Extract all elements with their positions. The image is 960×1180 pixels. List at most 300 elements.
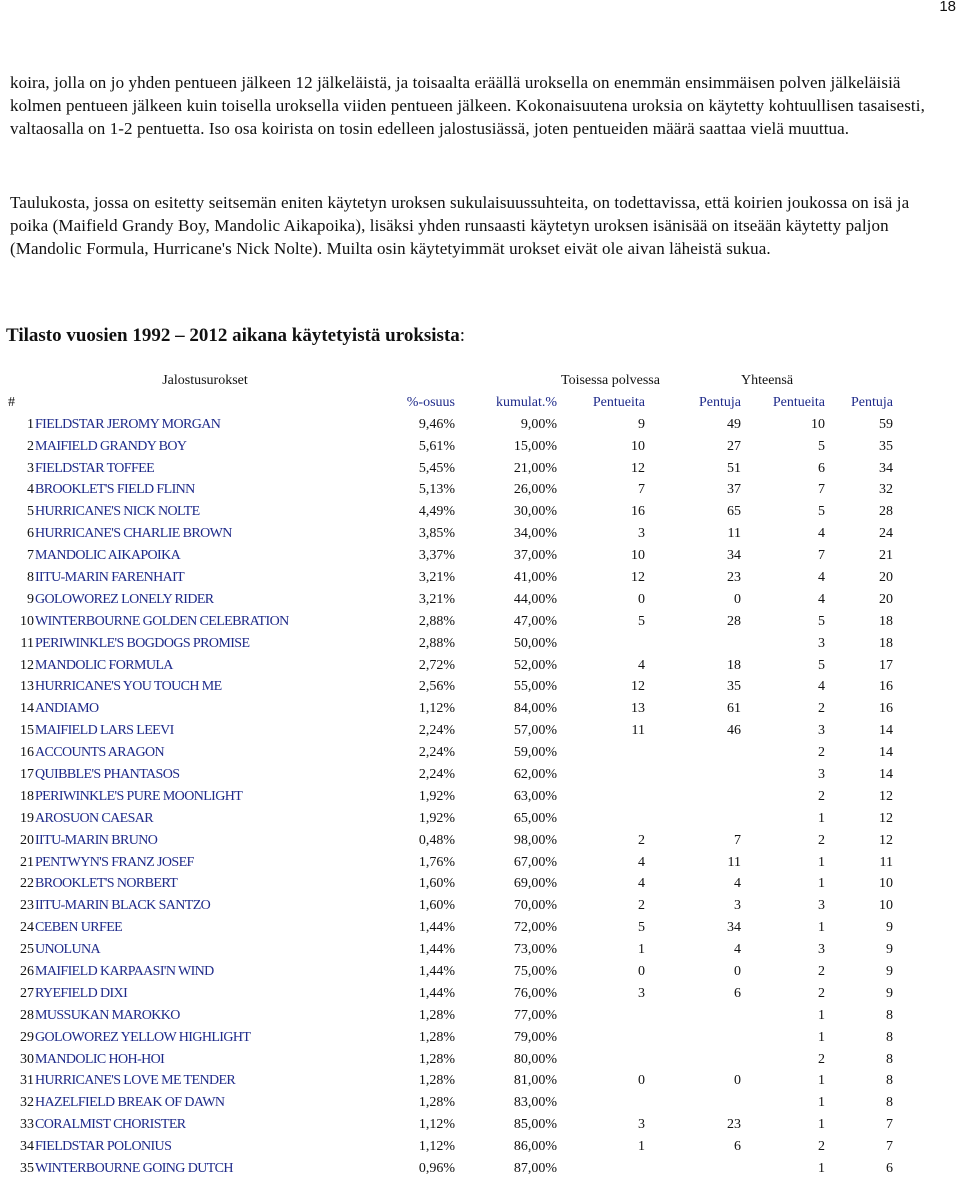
table-row xyxy=(8,1158,893,1180)
row-cumulative: 79,00% xyxy=(513,1029,557,1045)
row-pups-2nd: 4 xyxy=(734,942,741,958)
row-share: 0,96% xyxy=(418,1161,455,1176)
table-row xyxy=(8,939,893,961)
row-no: 17 xyxy=(20,766,34,782)
row-litters-2nd: 12 xyxy=(631,679,645,695)
table-row xyxy=(8,633,893,655)
table-row xyxy=(8,742,893,764)
row-name: IITU-MARIN BRUNO xyxy=(35,832,158,848)
row-litters-2nd xyxy=(557,633,645,655)
table-row xyxy=(8,852,893,874)
table-row xyxy=(8,961,893,983)
row-litters-total: 1 xyxy=(818,876,825,892)
row-no: 23 xyxy=(20,898,34,914)
row-pups-total: 17 xyxy=(879,657,893,673)
table-heading xyxy=(6,325,465,347)
row-litters-total: 2 xyxy=(818,1051,825,1067)
row-pups-total: 8 xyxy=(886,1007,893,1023)
table-row xyxy=(8,501,893,523)
row-pups-2nd: 4 xyxy=(734,876,741,892)
row-litters-2nd: 3 xyxy=(638,985,645,1001)
row-pups-total: 9 xyxy=(886,942,893,958)
row-pups-total: 12 xyxy=(879,832,893,848)
group-header-total: Yhteensä xyxy=(741,372,794,388)
row-no: 34 xyxy=(20,1139,34,1155)
row-litters-total: 5 xyxy=(818,504,825,520)
row-share: 1,28% xyxy=(418,1095,455,1111)
row-pups-2nd: 35 xyxy=(727,679,741,695)
row-litters-2nd: 0 xyxy=(638,963,645,979)
row-no: 33 xyxy=(20,1117,34,1133)
table-row xyxy=(8,479,893,501)
row-pups-total: 8 xyxy=(886,1051,893,1067)
table-row xyxy=(8,523,893,545)
row-litters-total: 1 xyxy=(818,854,825,870)
row-litters-total: 7 xyxy=(818,548,825,564)
row-share: 1,76% xyxy=(418,854,455,870)
paragraph-2: Taulukosta, jossa on esitetty seitsemän eniten käytetyn uroksen sukulaisuussuhteita, on todettavissa, että koirien joukossa on isä ja poika (Maifield Grandy Boy, Mandolic Aikapoika), lisäksi yhden runsaasti käytetyn uroksen isänisää on itseään käytetty paljon (Mandolic Formula, Hurricane's Nick Nolte). Muilta osin käytetyimmät urokset eivät ole aivan läheistä sukua. xyxy=(10,193,910,258)
row-litters-total: 7 xyxy=(818,482,825,498)
row-litters-2nd xyxy=(557,1092,645,1114)
row-litters-total: 3 xyxy=(818,723,825,739)
row-name: PERIWINKLE'S PURE MOONLIGHT xyxy=(35,788,243,804)
row-no: 12 xyxy=(20,657,34,673)
row-name: ACCOUNTS ARAGON xyxy=(35,745,165,761)
row-litters-total: 4 xyxy=(818,526,825,542)
row-cumulative: 77,00% xyxy=(513,1007,557,1023)
row-pups-total: 12 xyxy=(879,810,893,826)
paragraph-1: koira, jolla on jo yhden pentueen jälkeen 12 jälkeläistä, ja toisaalta eräällä uroksella on enemmän ensimmäisen polven jälkeläisiä kolmen pentueen jälkeen kuin toisella uroksella viiden pentueen jälkeen. Kokonaisuutena uroksia on käytetty kohtuullisen tasaisesti, valtaosalla on 1-2 pentuetta. Iso osa koirista on tosin edelleen jalostusiässä, joten pentueiden määrä saattaa vielä muuttua. xyxy=(10,73,925,138)
row-litters-2nd xyxy=(557,742,645,764)
row-share: 9,46% xyxy=(418,416,455,432)
row-cumulative: 85,00% xyxy=(513,1117,557,1133)
row-cumulative: 26,00% xyxy=(513,482,557,498)
group-header-breeding-males: Jalostusurokset xyxy=(162,372,248,388)
row-name: GOLOWOREZ LONELY RIDER xyxy=(35,591,214,607)
row-name: FIELDSTAR JEROMY MORGAN xyxy=(35,416,221,432)
row-share: 1,60% xyxy=(418,898,455,914)
row-pups-total: 8 xyxy=(886,1095,893,1111)
row-name: MAIFIELD LARS LEEVI xyxy=(35,723,174,739)
row-litters-2nd: 5 xyxy=(638,920,645,936)
row-name: MAIFIELD KARPAASI'N WIND xyxy=(35,963,214,979)
row-pups-2nd: 0 xyxy=(734,1073,741,1089)
row-share: 1,44% xyxy=(418,942,455,958)
row-no: 18 xyxy=(20,788,34,804)
row-litters-total: 2 xyxy=(818,701,825,717)
row-litters-2nd: 5 xyxy=(638,613,645,629)
row-litters-2nd xyxy=(557,1158,645,1180)
row-pups-2nd: 6 xyxy=(734,1139,741,1155)
row-pups-2nd: 11 xyxy=(727,854,741,870)
row-litters-2nd: 4 xyxy=(638,876,645,892)
row-cumulative: 41,00% xyxy=(513,569,557,585)
table-row xyxy=(8,1049,893,1071)
table-body xyxy=(8,414,893,1180)
row-share: 3,37% xyxy=(418,548,455,564)
row-litters-total: 5 xyxy=(818,613,825,629)
column-header-row xyxy=(8,392,893,414)
table-row xyxy=(8,786,893,808)
row-no: 19 xyxy=(20,810,34,826)
row-cumulative: 21,00% xyxy=(513,460,557,476)
table-heading-colon: : xyxy=(459,325,466,346)
page-number: 18 xyxy=(939,0,956,15)
row-share: 1,12% xyxy=(418,1117,455,1133)
row-name: FIELDSTAR POLONIUS xyxy=(35,1139,172,1155)
table-row xyxy=(8,720,893,742)
row-no: 8 xyxy=(27,569,34,585)
row-litters-total: 1 xyxy=(818,1073,825,1089)
row-name: WINTERBOURNE GOLDEN CELEBRATION xyxy=(35,613,289,629)
row-litters-total: 3 xyxy=(818,942,825,958)
row-pups-total: 18 xyxy=(879,613,893,629)
row-share: 1,92% xyxy=(418,810,455,826)
row-pups-total: 8 xyxy=(886,1029,893,1045)
row-litters-total: 5 xyxy=(818,438,825,454)
row-cumulative: 52,00% xyxy=(513,657,557,673)
row-pups-2nd: 6 xyxy=(734,985,741,1001)
row-cumulative: 83,00% xyxy=(513,1095,557,1111)
row-pups-2nd: 7 xyxy=(734,832,741,848)
row-no: 4 xyxy=(27,482,34,498)
row-name: CEBEN URFEE xyxy=(35,920,123,936)
row-share: 5,13% xyxy=(418,482,455,498)
row-share: 2,88% xyxy=(418,613,455,629)
table-heading-text: Tilasto vuosien 1992 – 2012 aikana käytetyistä uroksista xyxy=(6,325,460,346)
row-no: 30 xyxy=(20,1051,34,1067)
row-cumulative: 57,00% xyxy=(513,723,557,739)
row-share: 1,92% xyxy=(418,788,455,804)
row-pups-total: 24 xyxy=(879,526,893,542)
row-pups-2nd: 11 xyxy=(727,526,741,542)
group-header-second-generation: Toisessa polvessa xyxy=(561,372,660,388)
row-litters-2nd: 4 xyxy=(638,854,645,870)
row-name: BROOKLET'S NORBERT xyxy=(35,876,178,892)
row-pups-total: 20 xyxy=(879,569,893,585)
column-header-pups-2nd: Pentuja xyxy=(699,394,741,410)
table-row xyxy=(8,611,893,633)
row-share: 2,88% xyxy=(418,635,455,651)
row-pups-2nd: 37 xyxy=(727,482,741,498)
row-pups-total: 14 xyxy=(879,745,893,761)
row-share: 2,24% xyxy=(418,745,455,761)
row-litters-total: 1 xyxy=(818,1007,825,1023)
row-litters-2nd: 3 xyxy=(638,1117,645,1133)
row-cumulative: 55,00% xyxy=(513,679,557,695)
row-cumulative: 70,00% xyxy=(513,898,557,914)
row-litters-total: 1 xyxy=(818,1161,825,1176)
row-litters-2nd xyxy=(557,764,645,786)
row-pups-total: 11 xyxy=(879,854,893,870)
row-litters-2nd: 1 xyxy=(638,1139,645,1155)
row-litters-2nd xyxy=(557,808,645,830)
row-name: MUSSUKAN MAROKKO xyxy=(35,1007,180,1023)
row-litters-total: 1 xyxy=(818,810,825,826)
row-name: IITU-MARIN BLACK SANTZO xyxy=(35,898,211,914)
row-name: HURRICANE'S CHARLIE BROWN xyxy=(35,526,232,542)
row-litters-2nd: 10 xyxy=(631,438,645,454)
table-row xyxy=(8,764,893,786)
row-name: HURRICANE'S YOU TOUCH ME xyxy=(35,679,222,695)
row-share: 1,12% xyxy=(418,1139,455,1155)
row-cumulative: 37,00% xyxy=(513,548,557,564)
row-share: 2,72% xyxy=(418,657,455,673)
row-pups-2nd xyxy=(645,786,741,808)
row-share: 0,48% xyxy=(418,832,455,848)
row-pups-total: 59 xyxy=(879,416,893,432)
row-pups-2nd: 65 xyxy=(727,504,741,520)
row-pups-total: 10 xyxy=(879,876,893,892)
row-litters-total: 2 xyxy=(818,832,825,848)
row-litters-total: 4 xyxy=(818,569,825,585)
row-litters-2nd: 9 xyxy=(638,416,645,432)
table-row xyxy=(8,1005,893,1027)
row-pups-2nd: 34 xyxy=(727,920,741,936)
row-cumulative: 98,00% xyxy=(513,832,557,848)
row-litters-2nd: 13 xyxy=(631,701,645,717)
row-share: 1,28% xyxy=(418,1051,455,1067)
row-pups-2nd: 3 xyxy=(734,898,741,914)
row-no: 28 xyxy=(20,1007,34,1023)
row-pups-2nd xyxy=(645,1027,741,1049)
row-litters-2nd: 7 xyxy=(638,482,645,498)
row-pups-total: 9 xyxy=(886,920,893,936)
column-header-pups-total: Pentuja xyxy=(851,394,893,410)
row-cumulative: 50,00% xyxy=(513,635,557,651)
row-share: 5,61% xyxy=(418,438,455,454)
row-cumulative: 62,00% xyxy=(513,766,557,782)
row-litters-total: 3 xyxy=(818,635,825,651)
table-row xyxy=(8,567,893,589)
row-litters-total: 3 xyxy=(818,898,825,914)
row-name: HAZELFIELD BREAK OF DAWN xyxy=(35,1095,225,1111)
row-cumulative: 63,00% xyxy=(513,788,557,804)
row-pups-total: 16 xyxy=(879,701,893,717)
row-pups-total: 12 xyxy=(879,788,893,804)
row-litters-total: 10 xyxy=(811,416,825,432)
row-litters-total: 4 xyxy=(818,679,825,695)
table-row xyxy=(8,1092,893,1114)
row-litters-2nd xyxy=(557,1027,645,1049)
row-pups-2nd: 61 xyxy=(727,701,741,717)
row-pups-2nd: 23 xyxy=(727,569,741,585)
row-name: MANDOLIC HOH-HOI xyxy=(35,1051,165,1067)
row-name: MANDOLIC FORMULA xyxy=(35,657,173,673)
row-cumulative: 86,00% xyxy=(513,1139,557,1155)
table-row xyxy=(8,698,893,720)
table-row xyxy=(8,1136,893,1158)
row-pups-total: 32 xyxy=(879,482,893,498)
table-row xyxy=(8,895,893,917)
row-litters-2nd xyxy=(557,1049,645,1071)
row-litters-2nd: 12 xyxy=(631,460,645,476)
row-litters-total: 3 xyxy=(818,766,825,782)
row-pups-2nd xyxy=(645,1049,741,1071)
row-name: UNOLUNA xyxy=(35,942,101,958)
row-cumulative: 67,00% xyxy=(513,854,557,870)
table-row xyxy=(8,414,893,436)
row-pups-2nd xyxy=(645,808,741,830)
row-name: WINTERBOURNE GOING DUTCH xyxy=(35,1161,233,1176)
row-cumulative: 34,00% xyxy=(513,526,557,542)
row-no: 3 xyxy=(27,460,34,476)
column-header-cumulative: kumulat.% xyxy=(495,394,557,410)
row-cumulative: 30,00% xyxy=(513,504,557,520)
row-share: 4,49% xyxy=(418,504,455,520)
row-share: 1,60% xyxy=(418,876,455,892)
row-litters-total: 2 xyxy=(818,788,825,804)
row-cumulative: 65,00% xyxy=(513,810,557,826)
row-cumulative: 9,00% xyxy=(520,416,557,432)
row-litters-total: 5 xyxy=(818,657,825,673)
table-row xyxy=(8,1071,893,1093)
row-share: 3,21% xyxy=(418,591,455,607)
row-no: 16 xyxy=(20,745,34,761)
row-litters-2nd: 4 xyxy=(638,657,645,673)
table-row xyxy=(8,676,893,698)
row-no: 22 xyxy=(20,876,34,892)
row-litters-2nd xyxy=(557,1005,645,1027)
row-pups-total: 28 xyxy=(879,504,893,520)
row-no: 32 xyxy=(20,1095,34,1111)
row-share: 3,85% xyxy=(418,526,455,542)
row-no: 27 xyxy=(20,985,34,1001)
row-litters-2nd: 0 xyxy=(638,591,645,607)
row-name: ANDIAMO xyxy=(35,701,99,717)
row-cumulative: 76,00% xyxy=(513,985,557,1001)
row-name: RYEFIELD DIXI xyxy=(35,985,128,1001)
row-no: 7 xyxy=(27,548,34,564)
row-pups-total: 10 xyxy=(879,898,893,914)
row-pups-2nd: 51 xyxy=(727,460,741,476)
row-litters-total: 2 xyxy=(818,1139,825,1155)
table-row xyxy=(8,830,893,852)
row-no: 25 xyxy=(20,942,34,958)
row-litters-total: 2 xyxy=(818,985,825,1001)
row-no: 13 xyxy=(20,679,34,695)
row-cumulative: 87,00% xyxy=(513,1161,557,1176)
row-pups-total: 16 xyxy=(879,679,893,695)
row-pups-total: 21 xyxy=(879,548,893,564)
row-no: 35 xyxy=(20,1161,34,1176)
row-cumulative: 44,00% xyxy=(513,591,557,607)
row-name: IITU-MARIN FARENHAIT xyxy=(35,569,185,585)
table-row xyxy=(8,436,893,458)
row-pups-total: 20 xyxy=(879,591,893,607)
table-row xyxy=(8,458,893,480)
row-name: BROOKLET'S FIELD FLINN xyxy=(35,482,195,498)
table-row xyxy=(8,808,893,830)
row-pups-total: 6 xyxy=(886,1161,893,1176)
row-no: 29 xyxy=(20,1029,34,1045)
row-pups-2nd: 34 xyxy=(727,548,741,564)
row-no: 2 xyxy=(27,438,34,454)
row-pups-total: 7 xyxy=(886,1139,893,1155)
row-pups-2nd xyxy=(645,1092,741,1114)
row-share: 3,21% xyxy=(418,569,455,585)
row-pups-2nd: 46 xyxy=(727,723,741,739)
row-share: 1,28% xyxy=(418,1007,455,1023)
column-header-share: %-osuus xyxy=(406,394,455,410)
row-pups-2nd: 18 xyxy=(727,657,741,673)
row-name: HURRICANE'S NICK NOLTE xyxy=(35,504,200,520)
table-row xyxy=(8,1027,893,1049)
row-pups-total: 18 xyxy=(879,635,893,651)
row-pups-2nd xyxy=(645,1005,741,1027)
table-row xyxy=(8,873,893,895)
group-header-row xyxy=(8,370,893,392)
row-litters-2nd: 11 xyxy=(631,723,645,739)
row-pups-2nd: 23 xyxy=(727,1117,741,1133)
row-name: QUIBBLE'S PHANTASOS xyxy=(35,766,180,782)
column-header-litters-2nd: Pentueita xyxy=(592,394,645,410)
table-row xyxy=(8,917,893,939)
row-pups-2nd xyxy=(645,764,741,786)
row-name: MANDOLIC AIKAPOIKA xyxy=(35,548,181,564)
row-pups-total: 8 xyxy=(886,1073,893,1089)
table-row xyxy=(8,545,893,567)
table-row xyxy=(8,655,893,677)
row-pups-2nd: 27 xyxy=(727,438,741,454)
row-cumulative: 73,00% xyxy=(513,942,557,958)
row-no: 10 xyxy=(20,613,34,629)
row-litters-total: 6 xyxy=(818,460,825,476)
row-share: 1,44% xyxy=(418,963,455,979)
row-name: MAIFIELD GRANDY BOY xyxy=(35,438,187,454)
row-pups-total: 35 xyxy=(879,438,893,454)
row-litters-total: 2 xyxy=(818,963,825,979)
row-share: 2,24% xyxy=(418,723,455,739)
row-no: 6 xyxy=(27,526,34,542)
table-row xyxy=(8,589,893,611)
row-litters-2nd: 16 xyxy=(631,504,645,520)
row-share: 2,56% xyxy=(418,679,455,695)
row-cumulative: 72,00% xyxy=(513,920,557,936)
row-pups-total: 9 xyxy=(886,985,893,1001)
row-cumulative: 69,00% xyxy=(513,876,557,892)
row-litters-2nd: 2 xyxy=(638,832,645,848)
row-share: 1,28% xyxy=(418,1073,455,1089)
column-header-no: # xyxy=(8,394,15,410)
row-no: 11 xyxy=(20,635,34,651)
row-no: 15 xyxy=(20,723,34,739)
row-name: GOLOWOREZ YELLOW HIGHLIGHT xyxy=(35,1029,251,1045)
column-header-litters-total: Pentueita xyxy=(772,394,825,410)
stats-table xyxy=(8,370,893,1180)
row-litters-2nd: 0 xyxy=(638,1073,645,1089)
row-pups-total: 9 xyxy=(886,963,893,979)
row-pups-total: 7 xyxy=(886,1117,893,1133)
row-pups-2nd: 28 xyxy=(727,613,741,629)
row-share: 1,12% xyxy=(418,701,455,717)
row-name: CORALMIST CHORISTER xyxy=(35,1117,186,1133)
row-litters-total: 1 xyxy=(818,1095,825,1111)
row-litters-2nd: 1 xyxy=(638,942,645,958)
row-litters-2nd: 2 xyxy=(638,898,645,914)
row-litters-total: 1 xyxy=(818,1029,825,1045)
row-no: 24 xyxy=(20,920,34,936)
row-litters-2nd xyxy=(557,786,645,808)
row-share: 1,28% xyxy=(418,1029,455,1045)
row-name: FIELDSTAR TOFFEE xyxy=(35,460,155,476)
row-no: 1 xyxy=(27,416,34,432)
row-name: PENTWYN'S FRANZ JOSEF xyxy=(35,854,194,870)
row-pups-total: 14 xyxy=(879,723,893,739)
row-litters-total: 2 xyxy=(818,745,825,761)
row-cumulative: 75,00% xyxy=(513,963,557,979)
row-share: 2,24% xyxy=(418,766,455,782)
